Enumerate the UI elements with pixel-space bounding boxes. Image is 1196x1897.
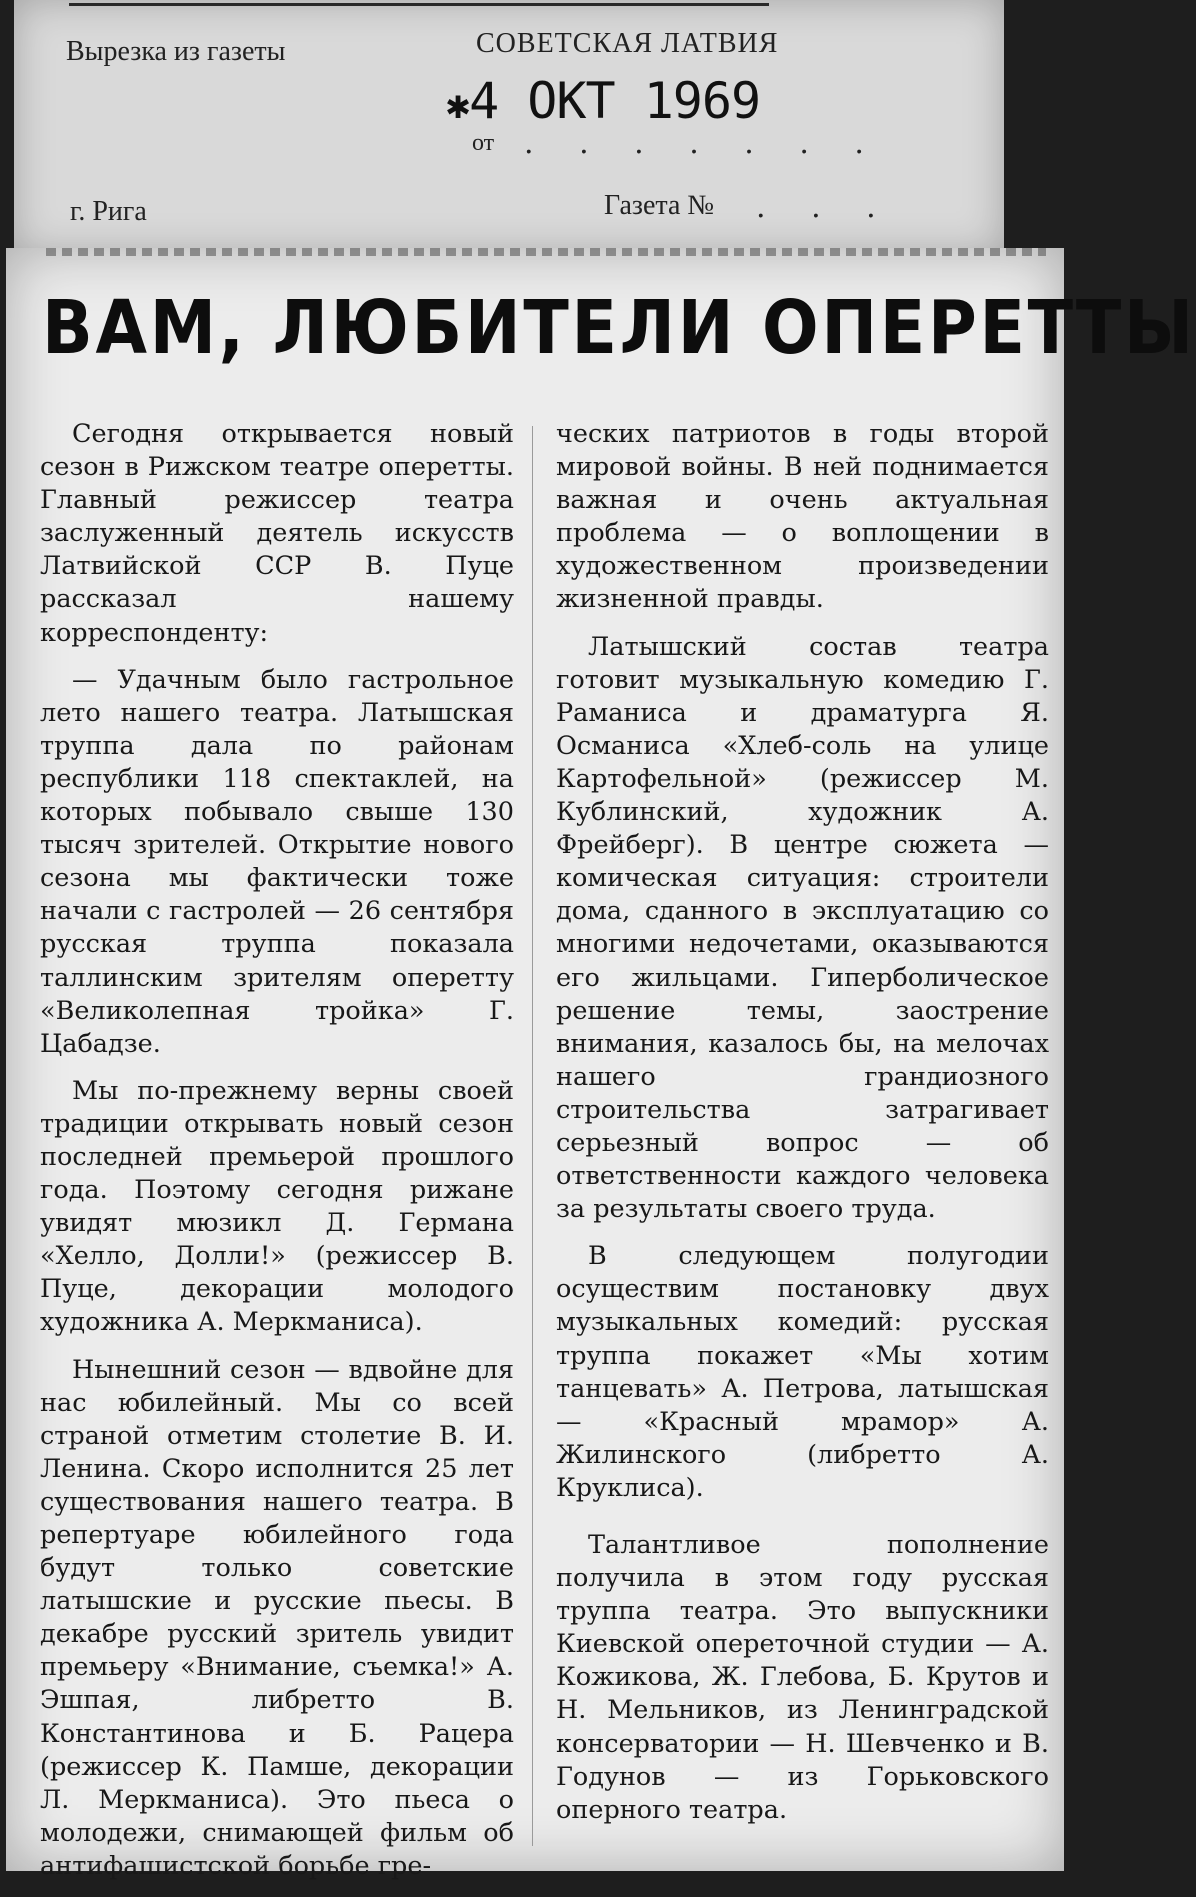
dotted-fill-2: . . . [756,190,894,225]
gazette-number-label: Газета № [604,190,715,221]
article-left-column [40,418,514,1897]
torn-edge [46,248,1046,256]
paragraph: ческих патриотов в годы второй мировой войны. В ней поднимается важная и очень актуальная проблема — о воплощении в художественном произведении жизненной правды. [556,419,1049,615]
article-headline: ВАМ, ЛЮБИТЕЛИ ОПЕРЕТТЫ [42,285,1196,371]
city-label: г. Рига [70,196,147,227]
column-divider [532,426,533,1846]
dotted-fill: . . . . . . . [524,126,882,161]
paragraph: В следующем полугодии осуществим постановку двух музыкальных комедий: русская труппа покажет «Мы хотим танцевать» А. Петрова, латышская — «Красный мрамор» А. Жилинского (либретто А. Круклиса). [556,1241,1049,1503]
date-stamp: ✱4 ОКТ 1969 [446,72,761,130]
clipping-label-slip [14,0,1004,255]
paragraph: Нынешний сезон — вдвойне для нас юбилейный. Мы со всей страной отметим столетие В. И. Ленина. Скоро исполнится 25 лет существования нашего театра. В репертуаре юбилейного года будут только советские латышские и русские пьесы. В декабре русский зритель увидит премьеру «Внимание, съемка!» А. Эшпая, либретто В. Константинова и Б. Рацера (режиссер К. Памше, декорации Л. Меркманиса). Это пьеса о молодежи, снимающей фильм об антифашистской борьбе гре- [40,1354,514,1881]
paragraph: Латышский состав театра готовит музыкальную комедию Г. Раманиса и драматурга Я. Османиса «Хлеб-соль на улице Картофельной» (режиссер М. Кублинский, художник А. Фрейберг). В центре сюжета — комическая ситуация: строители дома, сданного в эксплуатацию со многими недочетами, оказываются его жильцами. Гиперболическое решение темы, заострение внимания, казалось бы, на мелочах нашего грандиозного строительства затрагивает серьезный вопрос — об ответственности каждого человека за результаты своего труда. [556,631,1049,1225]
paragraph: Талантливое пополнение получила в этом году русская труппа театра. Это выпускники Киевской опереточной студии — А. Кожикова, Ж. Глебова, Б. Крутов и Н. Мельников, из Ленинградской консерватории — Н. Шевченко и В. Годунов — из Горьковского оперного театра. [556,1530,1049,1825]
paragraph: Мы по-прежнему верны своей традиции открывать новый сезон последней премьерой прошлого года. Поэтому сегодня рижане увидят мюзикл Д. Германа «Хелло, Долли!» (режиссер В. Пуце, декорации молодого художника А. Меркманиса). [40,1075,514,1338]
paragraph: Сегодня открывается новый сезон в Рижском театре оперетты. Главный режиссер театра заслуженный деятель искусств Латвийской ССР В. Пуце рассказал нашему корреспонденту: [40,419,514,648]
slip-top-rule [69,3,769,6]
from-word: от [472,130,495,156]
paragraph: — Удачным было гастрольное лето нашего театра. Латышская труппа дала по районам республики 118 спектаклей, на которых побывало свыше 130 тысяч зрителей. Открытие нового сезона мы фактически тоже начали с гастролей — 26 сентября русская труппа показала таллинским зрителям оперетту «Великолепная тройка» Г. Цабадзе. [40,664,514,1059]
newspaper-name: СОВЕТСКАЯ ЛАТВИЯ [476,28,779,59]
newspaper-clipping [6,248,1196,1881]
clipping-from-label: Вырезка из газеты [66,36,286,67]
article-right-column [556,418,1049,1841]
